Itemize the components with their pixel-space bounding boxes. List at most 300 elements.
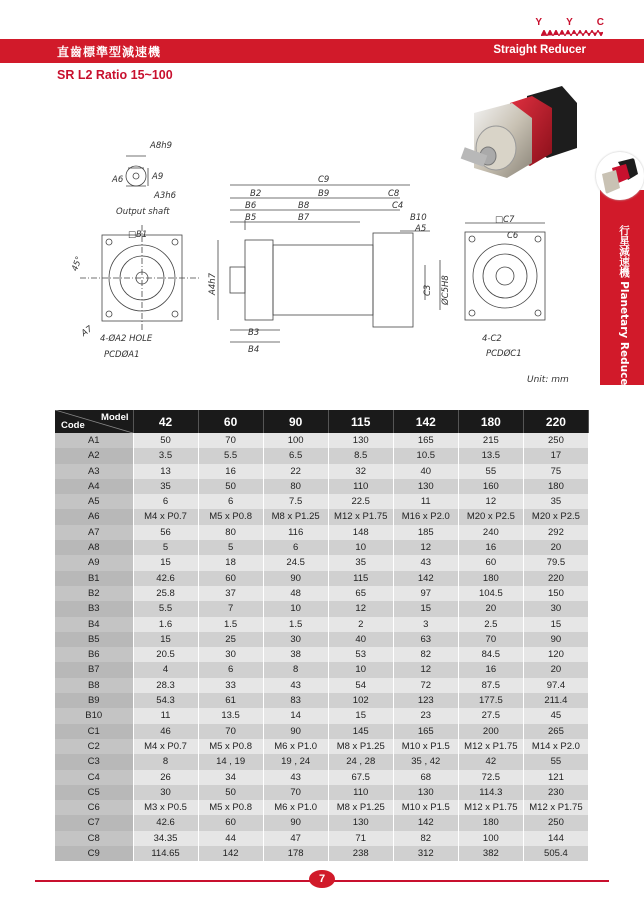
table-cell: 60 — [198, 571, 263, 586]
row-code: C5 — [55, 785, 133, 800]
dim-a6: A6 — [112, 175, 124, 185]
row-code: C7 — [55, 815, 133, 830]
table-cell: 6 — [198, 662, 263, 677]
table-cell: 26 — [133, 770, 198, 785]
row-code: C4 — [55, 770, 133, 785]
dim-a5: A5 — [415, 224, 427, 234]
table-row — [55, 678, 589, 693]
model-header: 180 — [458, 410, 523, 433]
table-row — [55, 693, 589, 708]
table-cell: 15 — [328, 708, 393, 723]
table-cell: 22 — [263, 464, 328, 479]
model-header: 142 — [393, 410, 458, 433]
table-cell: 61 — [198, 693, 263, 708]
table-row — [55, 617, 589, 632]
table-cell: 2.5 — [458, 617, 523, 632]
table-cell: M8 x P1.25 — [328, 739, 393, 754]
table-cell: 53 — [328, 647, 393, 662]
table-cell: M4 x P0.7 — [133, 739, 198, 754]
table-cell: M4 x P0.7 — [133, 509, 198, 524]
table-cell: 100 — [458, 831, 523, 846]
table-cell: 15 — [133, 632, 198, 647]
table-cell: 5 — [198, 540, 263, 555]
table-cell: M6 x P1.0 — [263, 800, 328, 815]
table-cell: 24.5 — [263, 555, 328, 570]
corner-code-label: Code — [61, 420, 85, 431]
table-cell: 22.5 — [328, 494, 393, 509]
table-cell: 114.3 — [458, 785, 523, 800]
table-body — [55, 433, 589, 861]
table-cell: 16 — [458, 540, 523, 555]
table-cell: 40 — [328, 632, 393, 647]
table-cell: 12 — [393, 662, 458, 677]
table-cell: 312 — [393, 846, 458, 861]
table-cell: 130 — [393, 479, 458, 494]
row-code: B10 — [55, 708, 133, 723]
table-cell: 54 — [328, 678, 393, 693]
table-cell: 87.5 — [458, 678, 523, 693]
table-row — [55, 724, 589, 739]
table-cell: 43 — [263, 678, 328, 693]
row-code: C1 — [55, 724, 133, 739]
table-cell: 142 — [198, 846, 263, 861]
table-row — [55, 586, 589, 601]
row-code: C8 — [55, 831, 133, 846]
dim-b10: B10 — [410, 213, 427, 223]
product-subtitle: SR L2 Ratio 15~100 — [57, 68, 173, 82]
dim-c3: C3 — [423, 284, 433, 296]
table-cell: 30 — [523, 601, 588, 616]
dim-c5: ØC5H8 — [441, 275, 451, 305]
table-cell: 18 — [198, 555, 263, 570]
table-cell: 15 — [133, 555, 198, 570]
table-cell: 90 — [263, 815, 328, 830]
brand-letter: Y — [566, 17, 573, 28]
table-cell: 47 — [263, 831, 328, 846]
table-cell: 100 — [263, 433, 328, 448]
table-cell: 83 — [263, 693, 328, 708]
table-cell: 16 — [198, 464, 263, 479]
table-row — [55, 632, 589, 647]
table-row — [55, 555, 589, 570]
row-code: C6 — [55, 800, 133, 815]
table-cell: M5 x P0.8 — [198, 739, 263, 754]
table-cell: 28.3 — [133, 678, 198, 693]
row-code: B5 — [55, 632, 133, 647]
row-code: A8 — [55, 540, 133, 555]
table-cell: 382 — [458, 846, 523, 861]
table-cell: 12 — [328, 601, 393, 616]
table-cell: M20 x P2.5 — [458, 509, 523, 524]
table-cell: 43 — [393, 555, 458, 570]
page-number: 7 — [309, 870, 335, 888]
table-cell: 25.8 — [133, 586, 198, 601]
table-cell: 90 — [263, 571, 328, 586]
dim-a8: A8h9 — [150, 141, 173, 151]
table-cell: 8 — [133, 754, 198, 769]
table-cell: 20 — [523, 662, 588, 677]
table-cell: 20 — [458, 601, 523, 616]
table-cell: M12 x P1.75 — [458, 800, 523, 815]
table-cell: 11 — [133, 708, 198, 723]
table-cell: 220 — [523, 571, 588, 586]
table-cell: 238 — [328, 846, 393, 861]
table-cell: 80 — [198, 525, 263, 540]
table-cell: 211.4 — [523, 693, 588, 708]
spec-table — [55, 410, 589, 861]
row-code: B2 — [55, 586, 133, 601]
table-cell: 180 — [523, 479, 588, 494]
table-cell: 130 — [328, 433, 393, 448]
header-title-cn: 直齒標準型減速機 — [57, 45, 162, 59]
brand-zigzag-icon — [541, 30, 603, 36]
table-cell: 5.5 — [198, 448, 263, 463]
dim-b8: B8 — [298, 201, 310, 211]
table-cell: 56 — [133, 525, 198, 540]
table-cell: M16 x P2.0 — [393, 509, 458, 524]
table-cell: 110 — [328, 479, 393, 494]
table-cell: 38 — [263, 647, 328, 662]
table-cell: 14 — [263, 708, 328, 723]
table-cell: 30 — [263, 632, 328, 647]
table-cell: 37 — [198, 586, 263, 601]
dim-b9: B9 — [318, 189, 330, 199]
table-cell: 97.4 — [523, 678, 588, 693]
table-cell: 200 — [458, 724, 523, 739]
dim-b5: B5 — [245, 213, 257, 223]
table-cell: M12 x P1.75 — [328, 509, 393, 524]
header-title-en: Straight Reducer — [493, 44, 586, 56]
table-corner — [55, 410, 133, 433]
row-code: B6 — [55, 647, 133, 662]
table-row — [55, 448, 589, 463]
row-code: B1 — [55, 571, 133, 586]
table-cell: 6.5 — [263, 448, 328, 463]
table-cell: 70 — [458, 632, 523, 647]
table-cell: 144 — [523, 831, 588, 846]
table-cell: 177.5 — [458, 693, 523, 708]
table-cell: 68 — [393, 770, 458, 785]
table-cell: 43 — [263, 770, 328, 785]
dim-c6: C6 — [507, 231, 519, 241]
table-cell: 1.6 — [133, 617, 198, 632]
table-cell: M20 x P2.5 — [523, 509, 588, 524]
table-cell: 35 — [133, 479, 198, 494]
table-cell: 1.5 — [198, 617, 263, 632]
table-cell: 6 — [263, 540, 328, 555]
dim-c9: C9 — [318, 175, 330, 185]
table-cell: 45 — [523, 708, 588, 723]
table-cell: 2 — [328, 617, 393, 632]
table-cell: 82 — [393, 831, 458, 846]
table-cell: 55 — [458, 464, 523, 479]
table-cell: 102 — [328, 693, 393, 708]
table-cell: 130 — [393, 785, 458, 800]
table-cell: 142 — [393, 815, 458, 830]
model-header: 60 — [198, 410, 263, 433]
table-cell: 40 — [393, 464, 458, 479]
row-code: A1 — [55, 433, 133, 448]
table-row — [55, 571, 589, 586]
table-cell: 240 — [458, 525, 523, 540]
table-cell: 130 — [328, 815, 393, 830]
table-cell: 79.5 — [523, 555, 588, 570]
table-row — [55, 464, 589, 479]
header-bar — [0, 39, 644, 63]
row-code: B4 — [55, 617, 133, 632]
table-cell: M6 x P1.0 — [263, 739, 328, 754]
table-cell: 180 — [458, 815, 523, 830]
table-row — [55, 662, 589, 677]
table-cell: 60 — [198, 815, 263, 830]
table-cell: 97 — [393, 586, 458, 601]
table-cell: 72 — [393, 678, 458, 693]
table-cell: 165 — [393, 433, 458, 448]
table-cell: 42 — [458, 754, 523, 769]
table-cell: 250 — [523, 815, 588, 830]
model-header: 115 — [328, 410, 393, 433]
table-cell: 35 — [328, 555, 393, 570]
table-cell: 5 — [133, 540, 198, 555]
row-code: B9 — [55, 693, 133, 708]
table-row — [55, 754, 589, 769]
table-cell: 121 — [523, 770, 588, 785]
table-cell: 84.5 — [458, 647, 523, 662]
dim-c7: □C7 — [495, 215, 515, 225]
table-cell: 19 , 24 — [263, 754, 328, 769]
table-cell: 35 , 42 — [393, 754, 458, 769]
hole-label: 4-ØA2 HOLE — [100, 334, 153, 344]
table-row — [55, 800, 589, 815]
table-cell: 16 — [458, 662, 523, 677]
dim-angle: 45° — [70, 255, 85, 273]
table-cell: 54.3 — [133, 693, 198, 708]
table-cell: 63 — [393, 632, 458, 647]
table-cell: 32 — [328, 464, 393, 479]
model-header: 42 — [133, 410, 198, 433]
table-cell: 10 — [263, 601, 328, 616]
c2-label: 4-C2 — [482, 334, 502, 344]
table-cell: 42.6 — [133, 571, 198, 586]
table-cell: 30 — [133, 785, 198, 800]
table-cell: 50 — [198, 479, 263, 494]
table-cell: 71 — [328, 831, 393, 846]
table-row — [55, 785, 589, 800]
table-cell: M14 x P2.0 — [523, 739, 588, 754]
table-cell: 114.65 — [133, 846, 198, 861]
table-cell: 67.5 — [328, 770, 393, 785]
table-cell: 13.5 — [198, 708, 263, 723]
table-cell: 15 — [393, 601, 458, 616]
unit-label: Unit: mm — [527, 375, 569, 385]
table-cell: 30 — [198, 647, 263, 662]
table-cell: 13.5 — [458, 448, 523, 463]
table-row — [55, 815, 589, 830]
model-header: 90 — [263, 410, 328, 433]
table-cell: 6 — [133, 494, 198, 509]
dimension-drawings — [70, 130, 610, 390]
table-cell: 46 — [133, 724, 198, 739]
table-cell: 48 — [263, 586, 328, 601]
table-row — [55, 509, 589, 524]
side-tab-label: 行星減速機 Planetary Reducer — [618, 225, 630, 391]
dim-c8: C8 — [388, 189, 400, 199]
table-cell: M5 x P0.8 — [198, 509, 263, 524]
table-cell: 145 — [328, 724, 393, 739]
table-cell: M8 x P1.25 — [263, 509, 328, 524]
table-cell: 80 — [263, 479, 328, 494]
dim-b2: B2 — [250, 189, 262, 199]
table-cell: 90 — [523, 632, 588, 647]
table-cell: 50 — [198, 785, 263, 800]
table-cell: 24 , 28 — [328, 754, 393, 769]
table-cell: 44 — [198, 831, 263, 846]
table-row — [55, 831, 589, 846]
table-cell: M10 x P1.5 — [393, 739, 458, 754]
pcd-a1-label: PCDØA1 — [104, 350, 140, 360]
table-row — [55, 525, 589, 540]
dim-b6: B6 — [245, 201, 257, 211]
table-cell: 148 — [328, 525, 393, 540]
table-cell: 180 — [458, 571, 523, 586]
table-cell: 8.5 — [328, 448, 393, 463]
table-cell: 5.5 — [133, 601, 198, 616]
table-cell: 3.5 — [133, 448, 198, 463]
table-cell: 12 — [458, 494, 523, 509]
table-header-row — [55, 410, 589, 433]
brand-letter: C — [596, 17, 604, 28]
row-code: C3 — [55, 754, 133, 769]
table-cell: M12 x P1.75 — [523, 800, 588, 815]
table-cell: 70 — [198, 724, 263, 739]
row-code: A2 — [55, 448, 133, 463]
output-shaft-label: Output shaft — [116, 207, 170, 217]
dim-b7: B7 — [298, 213, 310, 223]
table-cell: 42.6 — [133, 815, 198, 830]
dim-b4: B4 — [248, 345, 260, 355]
table-cell: M5 x P0.8 — [198, 800, 263, 815]
table-cell: 150 — [523, 586, 588, 601]
table-cell: 15 — [523, 617, 588, 632]
dim-a9: A9 — [152, 172, 164, 182]
row-code: A4 — [55, 479, 133, 494]
table-cell: M10 x P1.5 — [393, 800, 458, 815]
table-cell: 13 — [133, 464, 198, 479]
table-cell: 10 — [328, 662, 393, 677]
table-cell: 1.5 — [263, 617, 328, 632]
table-row — [55, 601, 589, 616]
table-cell: 160 — [458, 479, 523, 494]
table-cell: 265 — [523, 724, 588, 739]
table-cell: 90 — [263, 724, 328, 739]
table-cell: 230 — [523, 785, 588, 800]
dim-a4: A4h7 — [208, 272, 218, 295]
table-cell: 120 — [523, 647, 588, 662]
corner-model-label: Model — [101, 412, 129, 423]
table-cell: 116 — [263, 525, 328, 540]
table-cell: 110 — [328, 785, 393, 800]
table-cell: 25 — [198, 632, 263, 647]
table-cell: 215 — [458, 433, 523, 448]
table-cell: 35 — [523, 494, 588, 509]
table-cell: 65 — [328, 586, 393, 601]
table-cell: 17 — [523, 448, 588, 463]
table-cell: 115 — [328, 571, 393, 586]
table-cell: 10 — [328, 540, 393, 555]
table-cell: 6 — [198, 494, 263, 509]
table-row — [55, 708, 589, 723]
table-cell: 33 — [198, 678, 263, 693]
table-cell: 20 — [523, 540, 588, 555]
row-code: C9 — [55, 846, 133, 861]
row-code: A5 — [55, 494, 133, 509]
table-cell: 250 — [523, 433, 588, 448]
row-code: B7 — [55, 662, 133, 677]
table-cell: 50 — [133, 433, 198, 448]
table-cell: 123 — [393, 693, 458, 708]
table-cell: 8 — [263, 662, 328, 677]
table-cell: 34.35 — [133, 831, 198, 846]
table-cell: 72.5 — [458, 770, 523, 785]
table-cell: 185 — [393, 525, 458, 540]
row-code: A6 — [55, 509, 133, 524]
table-cell: 505.4 — [523, 846, 588, 861]
table-row — [55, 770, 589, 785]
row-code: C2 — [55, 739, 133, 754]
pcd-c1-label: PCDØC1 — [486, 349, 522, 359]
row-code: A9 — [55, 555, 133, 570]
table-cell: 165 — [393, 724, 458, 739]
dim-a3: A3h6 — [154, 191, 177, 201]
brand-letter: Y — [535, 17, 543, 28]
brand-logo — [535, 17, 604, 28]
row-code: A7 — [55, 525, 133, 540]
table-cell: 7.5 — [263, 494, 328, 509]
table-cell: 10.5 — [393, 448, 458, 463]
table-cell: M3 x P0.5 — [133, 800, 198, 815]
table-cell: 70 — [198, 433, 263, 448]
table-cell: 178 — [263, 846, 328, 861]
table-cell: 20.5 — [133, 647, 198, 662]
table-cell: 142 — [393, 571, 458, 586]
table-cell: M8 x P1.25 — [328, 800, 393, 815]
table-cell: 75 — [523, 464, 588, 479]
table-row — [55, 479, 589, 494]
row-code: B3 — [55, 601, 133, 616]
table-cell: 292 — [523, 525, 588, 540]
table-cell: 11 — [393, 494, 458, 509]
table-cell: 60 — [458, 555, 523, 570]
dim-a7: A7 — [79, 324, 95, 339]
table-row — [55, 433, 589, 448]
table-cell: 104.5 — [458, 586, 523, 601]
table-row — [55, 647, 589, 662]
table-cell: 4 — [133, 662, 198, 677]
table-cell: 34 — [198, 770, 263, 785]
table-cell: 70 — [263, 785, 328, 800]
table-row — [55, 846, 589, 861]
table-cell: 23 — [393, 708, 458, 723]
dim-b3: B3 — [248, 328, 260, 338]
table-row — [55, 739, 589, 754]
table-cell: 27.5 — [458, 708, 523, 723]
dim-c4: C4 — [392, 201, 404, 211]
table-cell: 7 — [198, 601, 263, 616]
table-row — [55, 540, 589, 555]
table-cell: 82 — [393, 647, 458, 662]
row-code: A3 — [55, 464, 133, 479]
model-header: 220 — [523, 410, 588, 433]
